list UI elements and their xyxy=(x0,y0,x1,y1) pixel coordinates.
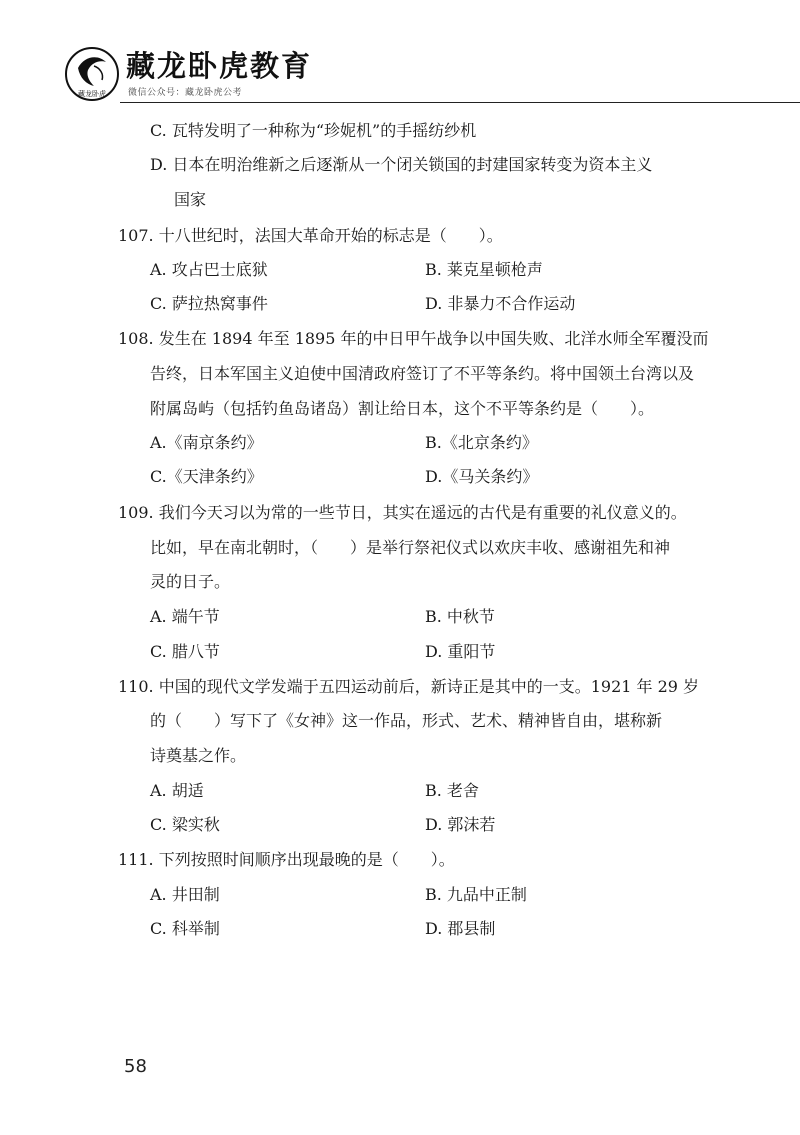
q110-option-c: C. 梁实秋 xyxy=(150,815,220,834)
q109-option-d: D. 重阳节 xyxy=(425,642,496,661)
q110-stem-line3: 诗奠基之作。 xyxy=(150,746,247,765)
q108-option-b: B.《北京条约》 xyxy=(425,433,538,452)
q107-option-b: B. 莱克星顿枪声 xyxy=(425,260,543,279)
q111-option-c: C. 科举制 xyxy=(150,919,220,938)
q108-option-c: C.《天津条约》 xyxy=(150,467,263,486)
q110-stem-line1: 110. 中国的现代文学发端于五四运动前后，新诗正是其中的一支。1921 年 29 岁 xyxy=(118,677,700,696)
q110-option-d: D. 郭沫若 xyxy=(425,815,496,834)
q110-stem-line2: 的（ ）写下了《女神》这一作品，形式、艺术、精神皆自由，堪称新 xyxy=(150,711,663,730)
q106-option-d-line1: D. 日本在明治维新之后逐渐从一个闭关锁国的封建国家转变为资本主义 xyxy=(150,155,653,174)
q109-option-a: A. 端午节 xyxy=(150,607,220,626)
page-number: 58 xyxy=(124,1056,147,1077)
q109-option-c: C. 腊八节 xyxy=(150,642,220,661)
brand-tagline: 微信公众号：藏龙卧虎公考 xyxy=(128,88,243,98)
logo-text: 藏龙卧虎 xyxy=(78,90,106,98)
q108-option-d: D.《马关条约》 xyxy=(425,467,539,486)
q108-stem-line1: 108. 发生在 1894 年至 1895 年的中日甲午战争以中国失败、北洋水师全军覆没而 xyxy=(118,329,709,348)
q111-option-b: B. 九品中正制 xyxy=(425,885,527,904)
q107-option-a: A. 攻占巴士底狱 xyxy=(150,260,268,279)
q109-stem-line1: 109. 我们今天习以为常的一些节日，其实在遥远的古代是有重要的礼仪意义的。 xyxy=(118,503,687,522)
q111-stem: 111. 下列按照时间顺序出现最晚的是（ ）。 xyxy=(118,850,455,869)
header-divider xyxy=(120,102,800,103)
q108-stem-line2: 告终，日本军国主义迫使中国清政府签订了不平等条约。将中国领土台湾以及 xyxy=(150,364,695,383)
q111-option-a: A. 井田制 xyxy=(150,885,220,904)
q109-option-b: B. 中秋节 xyxy=(425,607,495,626)
q106-option-c: C. 瓦特发明了一种称为“珍妮机”的手摇纺纱机 xyxy=(150,121,477,140)
q107-option-c: C. 萨拉热窝事件 xyxy=(150,294,268,313)
q109-stem-line3: 灵的日子。 xyxy=(150,572,231,591)
q108-stem-line3: 附属岛屿（包括钓鱼岛诸岛）割让给日本，这个不平等条约是（ ）。 xyxy=(150,399,655,418)
q110-option-a: A. 胡适 xyxy=(150,781,204,800)
q107-stem: 107. 十八世纪时，法国大革命开始的标志是（ ）。 xyxy=(118,226,503,245)
q106-option-d-line2: 国家 xyxy=(174,190,207,209)
q108-option-a: A.《南京条约》 xyxy=(150,433,263,452)
page-header xyxy=(0,0,800,104)
q109-stem-line2: 比如，早在南北朝时，（ ）是举行祭祀仪式以欢庆丰收、感谢祖先和神 xyxy=(150,538,671,557)
q107-option-d: D. 非暴力不合作运动 xyxy=(425,294,576,313)
q110-option-b: B. 老舍 xyxy=(425,781,479,800)
brand-title: 藏龙卧虎教育 xyxy=(126,49,313,83)
q111-option-d: D. 郡县制 xyxy=(425,919,496,938)
logo-icon xyxy=(64,46,120,102)
